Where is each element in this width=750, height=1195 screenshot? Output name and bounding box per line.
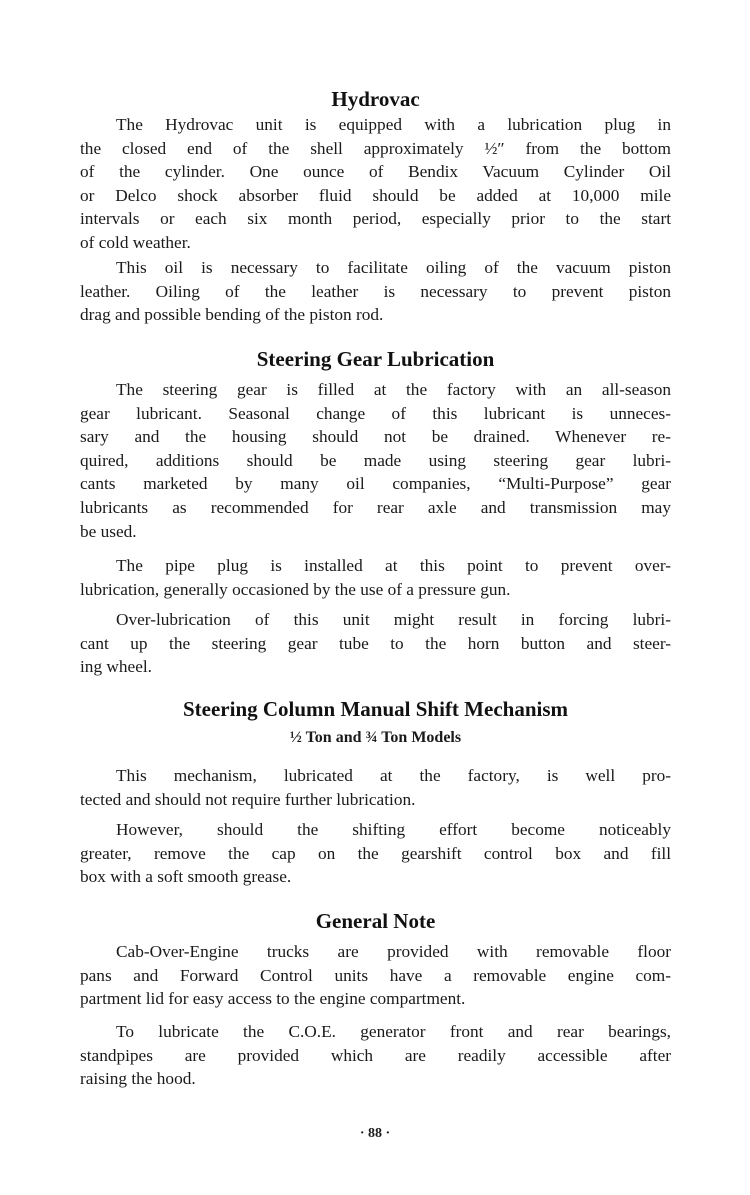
text-line: be used. bbox=[80, 521, 137, 541]
paragraph bbox=[80, 940, 671, 1011]
text-line: or Delco shock absorber fluid should be added at 10,000 mile bbox=[80, 185, 671, 205]
text-line: The Hydrovac unit is equipped with a lubrication plug in bbox=[116, 115, 671, 134]
text-line: quired, additions should be made using steering gear lubri- bbox=[80, 450, 671, 470]
text-line: greater, remove the cap on the gearshift control box and fill bbox=[80, 843, 671, 863]
text-line: Over-lubrication of this unit might result in forcing lubri- bbox=[116, 610, 671, 629]
paragraph bbox=[80, 113, 671, 255]
section-heading: Steering Gear Lubrication bbox=[256, 347, 495, 371]
paragraph bbox=[80, 378, 671, 543]
paragraph bbox=[80, 256, 671, 327]
text-line: box with a soft smooth grease. bbox=[80, 867, 292, 887]
section-heading: Steering Column Manual Shift Mechanism bbox=[182, 697, 568, 721]
text-line: pans and Forward Control units have a removable engine com- bbox=[80, 965, 671, 985]
text-line: tected and should not require further lubrication. bbox=[80, 789, 416, 809]
text-line: sary and the housing should not be drained. Whenever re- bbox=[80, 427, 671, 447]
paragraph bbox=[80, 554, 671, 601]
text-line: lubricants as recommended for rear axle and transmission may bbox=[80, 497, 671, 517]
text-line: This mechanism, lubricated at the factory, is well pro- bbox=[116, 766, 671, 785]
text-line: Cab-Over-Engine trucks are provided with removable floor bbox=[116, 942, 671, 961]
text-line: ing wheel. bbox=[80, 657, 152, 677]
text-line: standpipes are provided which are readily accessible after bbox=[80, 1045, 671, 1065]
text-line: The steering gear is filled at the factory with an all-season bbox=[116, 380, 671, 399]
text-line: of the cylinder. One ounce of Bendix Vacuum Cylinder Oil bbox=[80, 162, 671, 182]
text-line: intervals or each six month period, especially prior to the start bbox=[80, 209, 671, 229]
section-heading: General Note bbox=[315, 909, 436, 933]
section-heading: Hydrovac bbox=[331, 87, 420, 111]
text-line: partment lid for easy access to the engine compartment. bbox=[80, 989, 466, 1009]
text-line: the closed end of the shell approximately ½″ from the bottom bbox=[80, 138, 671, 158]
text-line: raising the hood. bbox=[80, 1069, 196, 1089]
paragraph bbox=[80, 764, 671, 811]
page-number: · 88 · bbox=[359, 1126, 391, 1141]
section-subheading: ½ Ton and ¾ Ton Models bbox=[289, 729, 462, 746]
text-line: However, should the shifting effort become noticeably bbox=[116, 820, 671, 839]
paragraph bbox=[80, 608, 671, 679]
paragraph bbox=[80, 818, 671, 889]
text-line: cants marketed by many oil companies, “Multi-Purpose” gear bbox=[80, 474, 671, 494]
text-line: cant up the steering gear tube to the horn button and steer- bbox=[80, 633, 671, 653]
text-line: leather. Oiling of the leather is necessary to prevent piston bbox=[80, 281, 671, 301]
text-line: lubrication, generally occasioned by the use of a pressure gun. bbox=[80, 579, 511, 599]
text-line: To lubricate the C.O.E. generator front and rear bearings, bbox=[116, 1022, 671, 1041]
text-line: of cold weather. bbox=[80, 232, 191, 252]
text-line: drag and possible bending of the piston rod. bbox=[80, 305, 384, 325]
text-line: gear lubricant. Seasonal change of this lubricant is unneces- bbox=[80, 403, 671, 423]
text-line: This oil is necessary to facilitate oiling of the vacuum piston bbox=[116, 258, 671, 277]
paragraph bbox=[80, 1020, 671, 1091]
text-line: The pipe plug is installed at this point to prevent over- bbox=[116, 556, 671, 575]
